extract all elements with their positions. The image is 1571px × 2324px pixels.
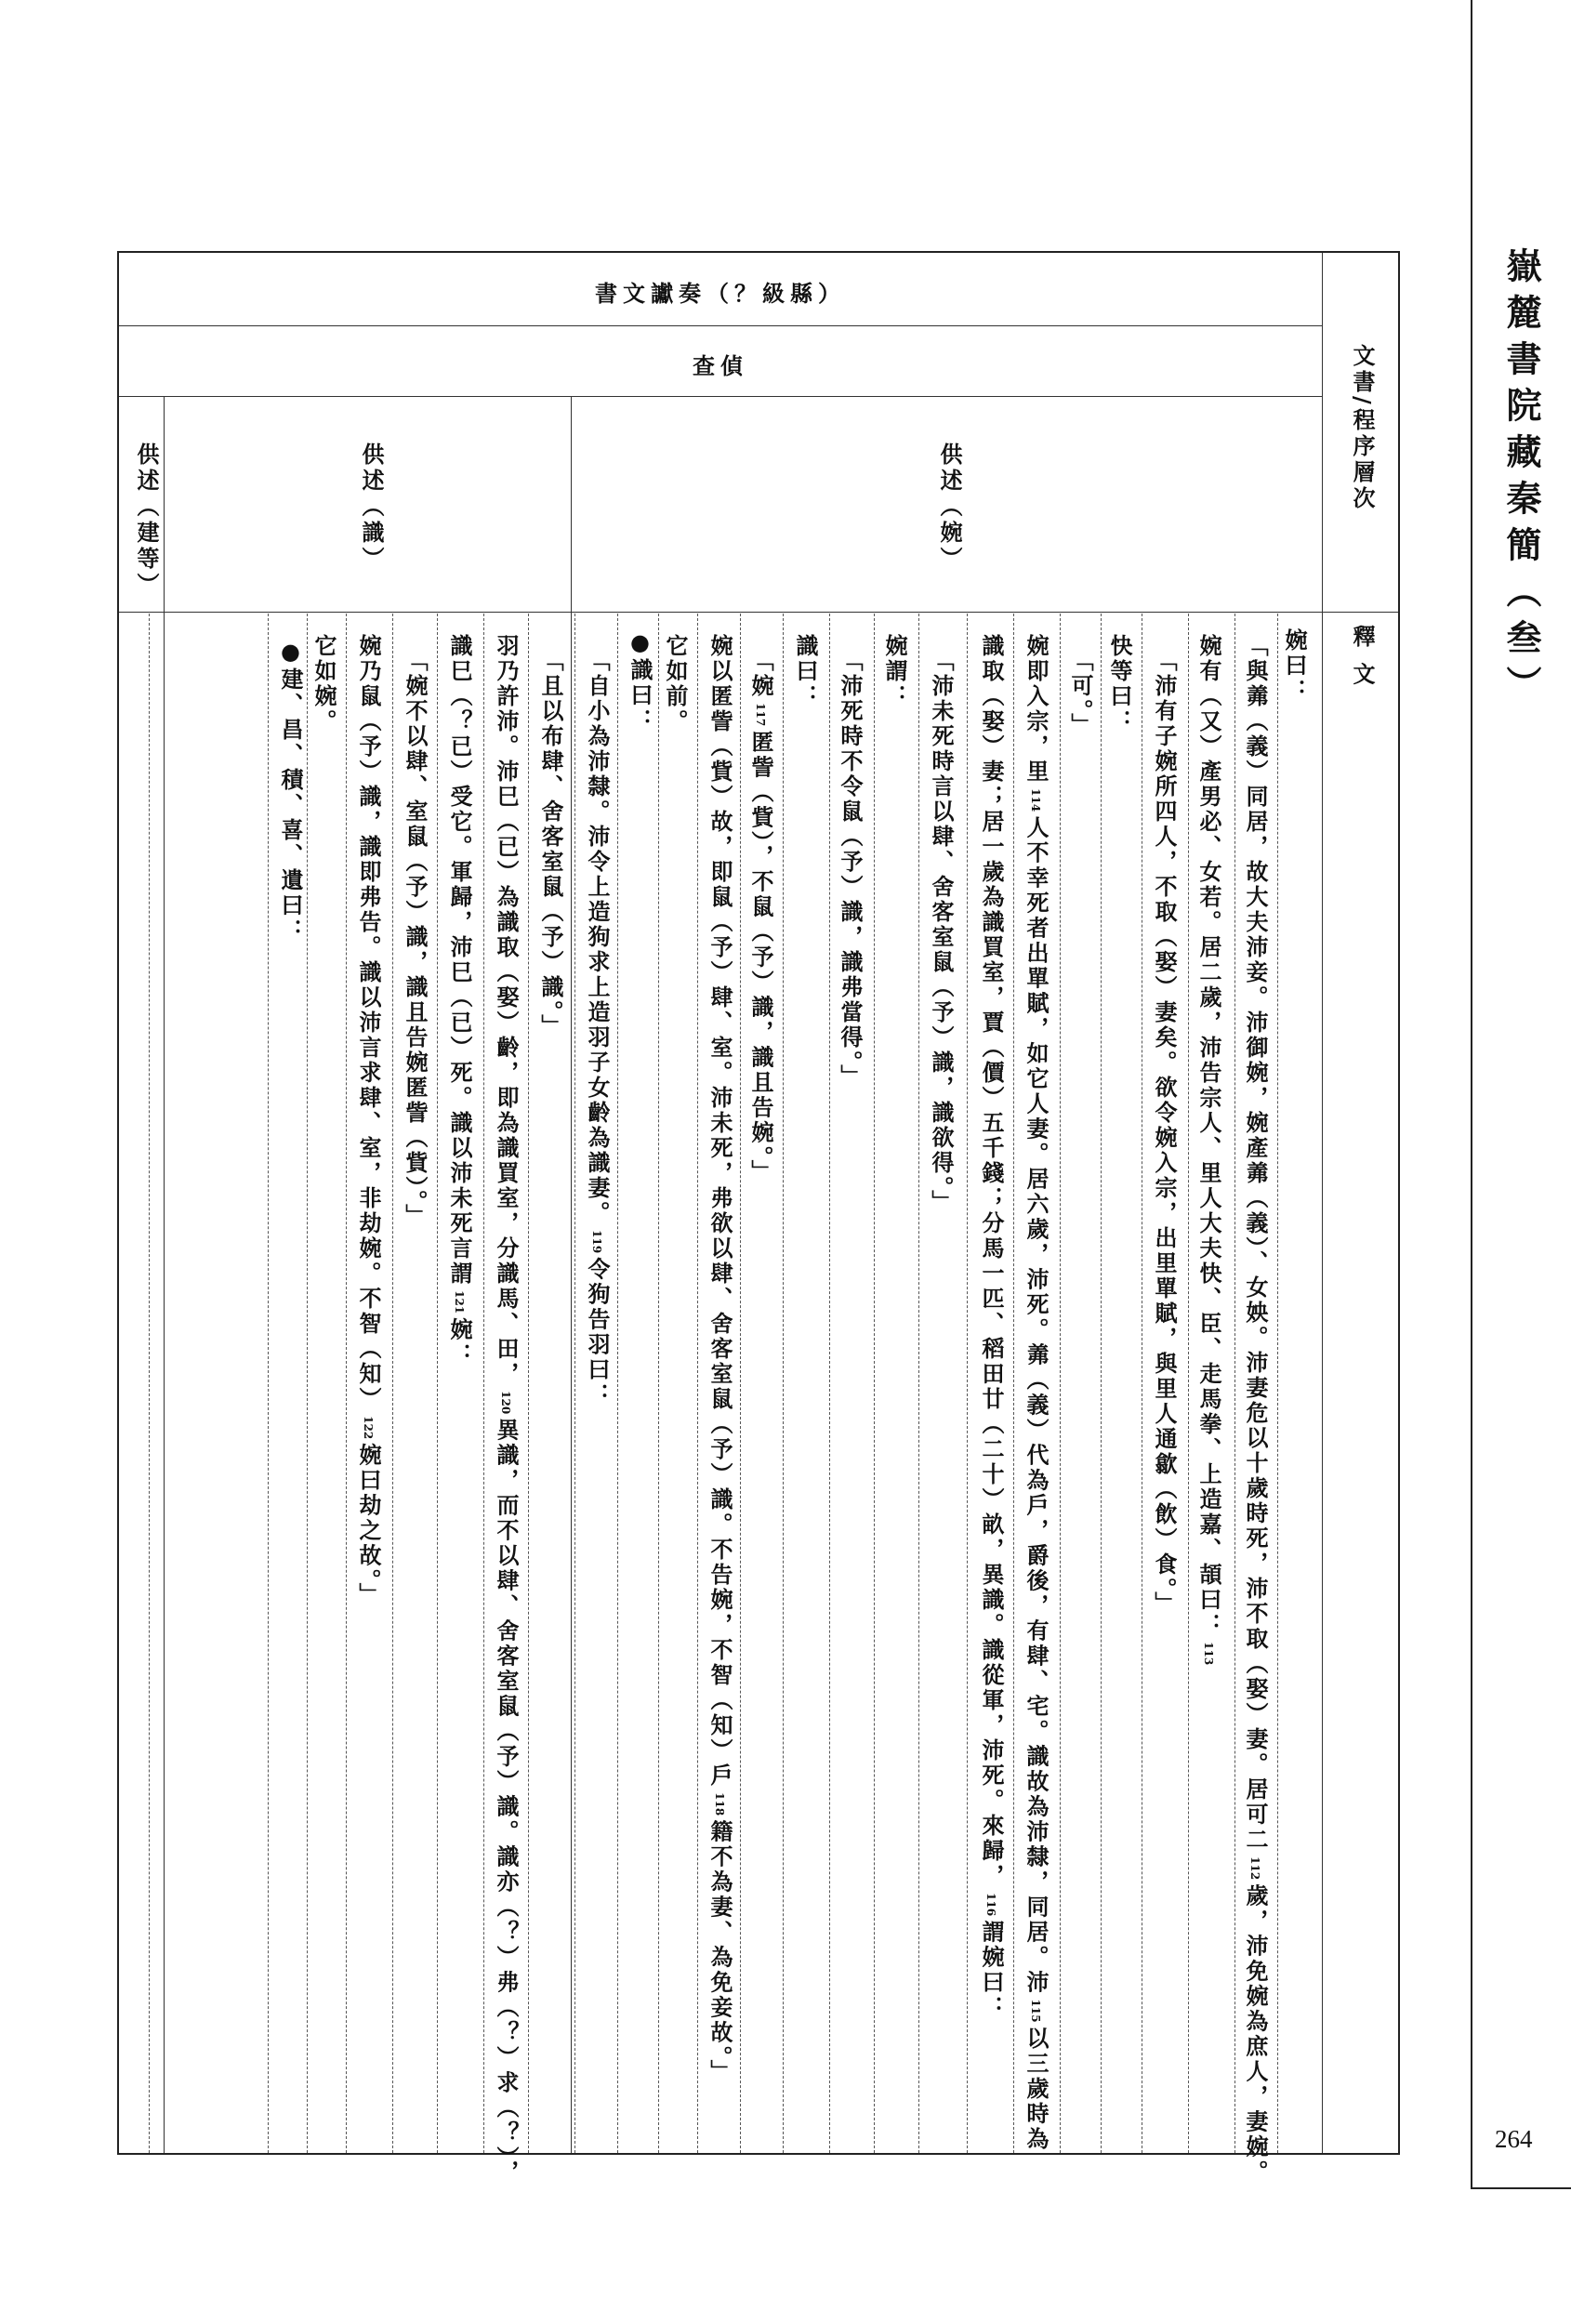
line-separator xyxy=(783,614,784,2153)
slip-number: 113 xyxy=(1202,1638,1215,1666)
line-separator xyxy=(1060,614,1061,2153)
transcription-line xyxy=(1106,634,1133,734)
transcription-line xyxy=(881,634,908,709)
line-separator xyxy=(1188,614,1189,2153)
line-separator xyxy=(740,614,741,2153)
running-head xyxy=(1471,0,1571,2189)
line-text: 婉以匿訾（貲）故，即鼠（予）肆、室。沛未死，弗欲以肆、舍客室鼠（予）識。不告婉，不智（知）戶 xyxy=(706,634,733,1789)
line-text: 「自小為沛隸。沛令上造狗求上造羽子女齡為識妻。 xyxy=(584,649,611,1226)
line-text-continued: 人不幸死者出單賦，如它人妻。居六歲，沛死。羛（義）代為戶，爵後，有肆、宅。識故為沛隸，同居。沛 xyxy=(1023,815,1050,1996)
transcription-line xyxy=(662,634,689,734)
line-text: 婉謂： xyxy=(881,634,908,709)
text-column-head: 釋 文 xyxy=(1349,625,1376,689)
line-separator xyxy=(392,614,393,2153)
line-text: 「且以布肆、舍客室鼠（予）識。」 xyxy=(537,649,564,1039)
line-text-continued: 令狗告羽曰： xyxy=(584,1257,611,1408)
transcription-line xyxy=(1023,634,1050,2152)
transcription-line xyxy=(1067,649,1094,738)
line-separator xyxy=(268,614,269,2153)
line-separator xyxy=(1234,614,1235,2153)
line-separator xyxy=(829,614,830,2153)
line-separator xyxy=(1101,614,1102,2153)
transcription-line xyxy=(792,634,819,709)
statement-wan-head: 供述（婉） xyxy=(936,442,963,573)
transcription-line xyxy=(837,649,864,1089)
transcription-line xyxy=(584,649,611,1408)
book-title: 嶽麓書院藏秦簡（叁） xyxy=(1500,247,1542,712)
line-text-continued: 婉曰劫之故。」 xyxy=(355,1443,382,1608)
line-text-continued: 婉： xyxy=(446,1317,473,1368)
transcription-line xyxy=(402,649,429,1229)
line-text: 識曰： xyxy=(792,634,819,709)
line-text: 婉乃鼠（予）識，識即弗告。識以沛言求肆、室，非劫婉。不智（知） xyxy=(355,634,382,1412)
line-text: 「沛死時不令鼠（予）識，識弗當得。」 xyxy=(837,649,864,1089)
line-text: 「婉 xyxy=(747,649,774,699)
line-text: ●識曰： xyxy=(627,628,653,733)
line-separator xyxy=(574,614,575,2153)
line-text: 快等曰： xyxy=(1106,634,1133,734)
transcription-line xyxy=(493,634,520,2185)
slip-number: 118 xyxy=(713,1789,726,1820)
line-separator xyxy=(307,614,308,2153)
slip-number: 116 xyxy=(984,1889,997,1921)
page-number: 264 xyxy=(1495,2125,1533,2153)
slip-number: 112 xyxy=(1248,1853,1261,1884)
transcription-line xyxy=(749,649,772,1184)
transcription-line xyxy=(537,649,564,1039)
line-text-continued: 以三歲時為 xyxy=(1023,2026,1050,2152)
line-separator xyxy=(967,614,968,2153)
line-text: 「沛未死時言以肆、舍客室鼠（予）識，識欲得。」 xyxy=(928,649,955,1215)
stage-column-head: 文書/程序層次 xyxy=(1349,344,1376,512)
line-text: 羽乃許沛。沛巳（已）為識取（娶）齡，即為識買室，分識馬、田， xyxy=(493,634,520,1387)
line-separator xyxy=(1277,614,1278,2153)
table-title: 書文讞奏（？級縣） xyxy=(595,280,846,307)
line-text-continued: 歲，沛免婉為庶人，妻婉。 xyxy=(1242,1883,1269,2185)
transcription-line xyxy=(1242,634,1269,2185)
line-text: ●建、昌、積、喜、遺曰： xyxy=(277,638,304,944)
line-text-continued: 匿訾（貲），不鼠（予）識，識且告婉。」 xyxy=(747,730,774,1185)
slip-number: 121 xyxy=(453,1287,466,1318)
transcription-table xyxy=(117,251,1400,2185)
rule-stage-col xyxy=(1322,253,1323,2153)
slip-number: 120 xyxy=(499,1387,512,1419)
slip-number: 122 xyxy=(362,1412,375,1444)
line-separator xyxy=(617,614,618,2153)
line-text: 「可。」 xyxy=(1067,649,1094,738)
line-text: 它如婉。 xyxy=(310,634,337,734)
line-text: 婉即入宗，里 xyxy=(1023,634,1050,785)
slip-number: 115 xyxy=(1029,1995,1042,2027)
line-separator xyxy=(1013,614,1014,2153)
transcription-line xyxy=(928,649,955,1215)
line-separator xyxy=(437,614,438,2153)
line-separator xyxy=(697,614,698,2153)
transcription-line xyxy=(446,634,473,1368)
slip-number: 117 xyxy=(754,699,767,731)
transcription-line xyxy=(1197,634,1220,1665)
transcription-line xyxy=(277,638,304,944)
line-separator xyxy=(528,614,529,2153)
line-text: 「沛有子婉所四人，不取（娶）妻矣。欲令婉入宗，出里單賦，與里人通歙（飲）食。」 xyxy=(1151,649,1178,1617)
line-text: 識取（娶）妻；居一歲為識買室，賈（價）五千錢；分馬一匹、稻田廿（二十）畝，異識。識從軍，沛死。來歸， xyxy=(978,634,1005,1889)
line-text: 婉有（又）產男必、女若。居二歲，沛告宗人、里人大夫快、臣、走馬拳、上造嘉、頡曰： xyxy=(1195,634,1222,1638)
line-separator xyxy=(658,614,659,2153)
rule-subtitle xyxy=(119,396,1322,397)
transcription-line xyxy=(1281,628,1308,704)
statement-shi-head: 供述（識） xyxy=(358,442,385,573)
line-text: 婉曰： xyxy=(1281,628,1308,704)
line-text-continued: 謂婉曰： xyxy=(978,1920,1005,2021)
line-separator xyxy=(346,614,347,2153)
line-separator xyxy=(483,614,484,2153)
line-text: 識巳（？已）受它。軍歸，沛巳（已）死。識以沛未死言謂 xyxy=(446,634,473,1287)
line-text: 「與羛（義）同居，故大夫沛妾。沛御婉，婉產羛（義）、女姎。沛妻危以十歲時死，沛不取（娶）妻。居可二 xyxy=(1242,634,1269,1853)
line-text: 「婉不以肆、室鼠（予）識，識且告婉匿訾（貲）。」 xyxy=(402,649,429,1229)
table-subtitle: 查偵 xyxy=(693,352,748,379)
rule-heads xyxy=(119,612,1398,613)
transcription-line xyxy=(1151,649,1178,1617)
transcription-line xyxy=(708,634,731,2084)
slip-number: 119 xyxy=(590,1226,603,1258)
line-separator xyxy=(149,614,150,2153)
line-text: 它如前。 xyxy=(662,634,689,734)
slip-number: 114 xyxy=(1029,785,1042,816)
rule-shi-col xyxy=(571,396,572,2153)
rule-jian-col xyxy=(164,396,165,2153)
transcription-line xyxy=(312,634,335,734)
statement-jian-head: 供述（建等） xyxy=(133,442,160,599)
line-text-continued: 異識，而不以肆、舍客室鼠（予）識。識亦（？）弗（？）求（？）， xyxy=(493,1418,520,2185)
transcription-line xyxy=(628,628,651,733)
line-separator xyxy=(918,614,919,2153)
line-separator xyxy=(874,614,875,2153)
transcription-line xyxy=(978,634,1005,2021)
rule-title xyxy=(119,325,1322,326)
transcription-line xyxy=(355,634,382,1608)
line-text-continued: 籍不為妻、為免妾故。」 xyxy=(706,1819,733,2085)
